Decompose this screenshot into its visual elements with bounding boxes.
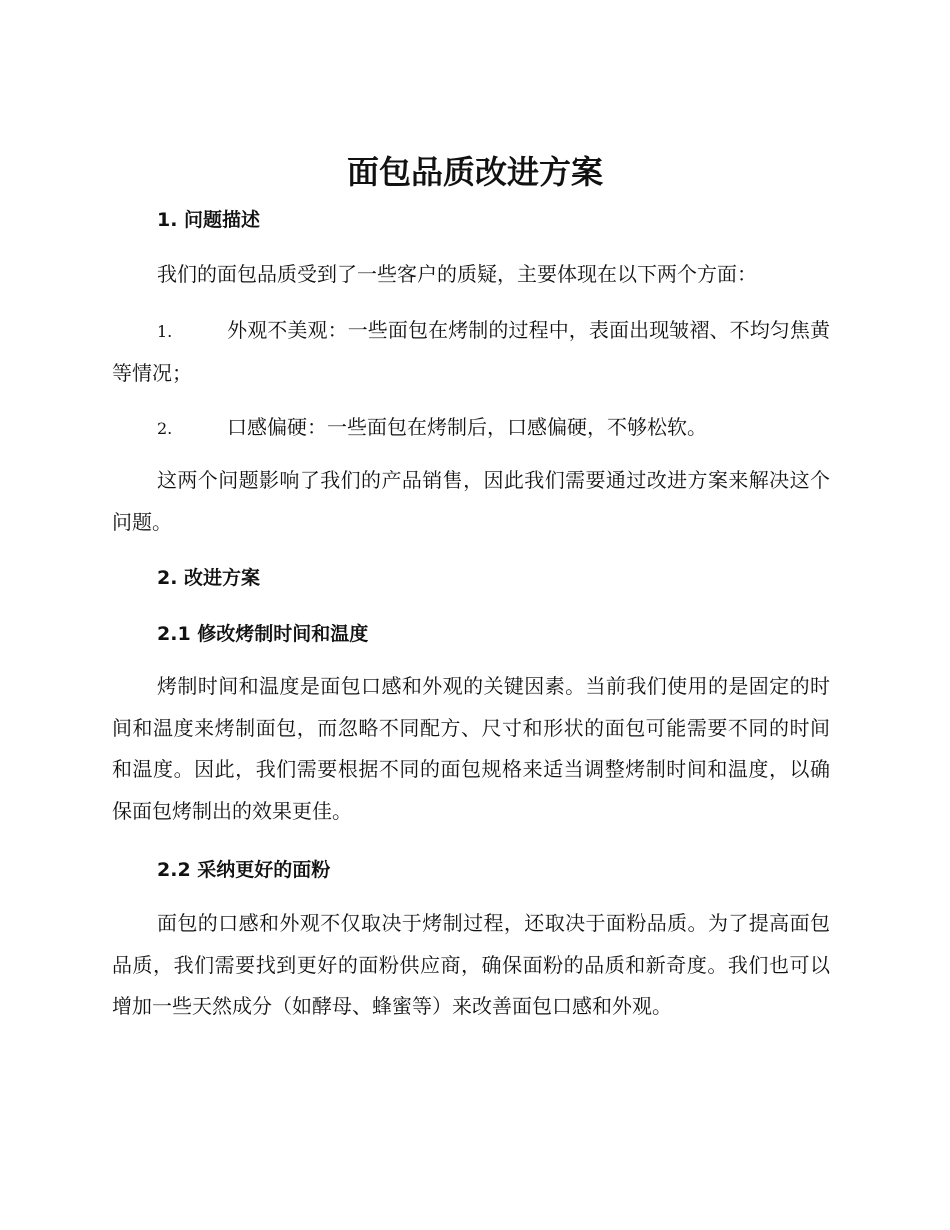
section-heading-solution: 2. 改进方案 bbox=[157, 567, 261, 589]
section-heading-problem: 1. 问题描述 bbox=[157, 209, 261, 231]
document-title: 面包品质改进方案 bbox=[346, 153, 603, 191]
list-item bbox=[112, 310, 830, 394]
list-item-text: 口感偏硬：一些面包在烤制后，口感偏硬，不够松软。 bbox=[227, 415, 707, 439]
flour-paragraph: 面包的口感和外观不仅取决于烤制过程，还取决于面粉品质。为了提高面包品质，我们需要找到更好的面粉供应商，确保面粉的品质和新奇度。我们也可以增加一些天然成分（如酵母、蜂蜜等）来改善面包口感和外观。 bbox=[112, 911, 830, 1018]
problem-conclusion-paragraph: 这两个问题影响了我们的产品销售，因此我们需要通过改进方案来解决这个问题。 bbox=[112, 468, 830, 534]
list-item-number: 2. bbox=[157, 419, 173, 438]
subsection-heading-flour: 2.2 采纳更好的面粉 bbox=[157, 859, 331, 881]
subsection-heading-baking: 2.1 修改烤制时间和温度 bbox=[157, 623, 369, 645]
problem-intro-paragraph: 我们的面包品质受到了一些客户的质疑，主要体现在以下两个方面： bbox=[157, 262, 757, 286]
list-item bbox=[112, 407, 830, 450]
list-item-number: 1. bbox=[157, 322, 173, 341]
list-item-text: 外观不美观：一些面包在烤制的过程中，表面出现皱褶、不均匀焦黄等情况； bbox=[112, 318, 830, 385]
baking-paragraph: 烤制时间和温度是面包口感和外观的关键因素。当前我们使用的是固定的时间和温度来烤制面包，而忽略不同配方、尺寸和形状的面包可能需要不同的时间和温度。因此，我们需要根据不同的面包规格来适当调整烤制时间和温度，以确保面包烤制出的效果更佳。 bbox=[112, 674, 830, 823]
